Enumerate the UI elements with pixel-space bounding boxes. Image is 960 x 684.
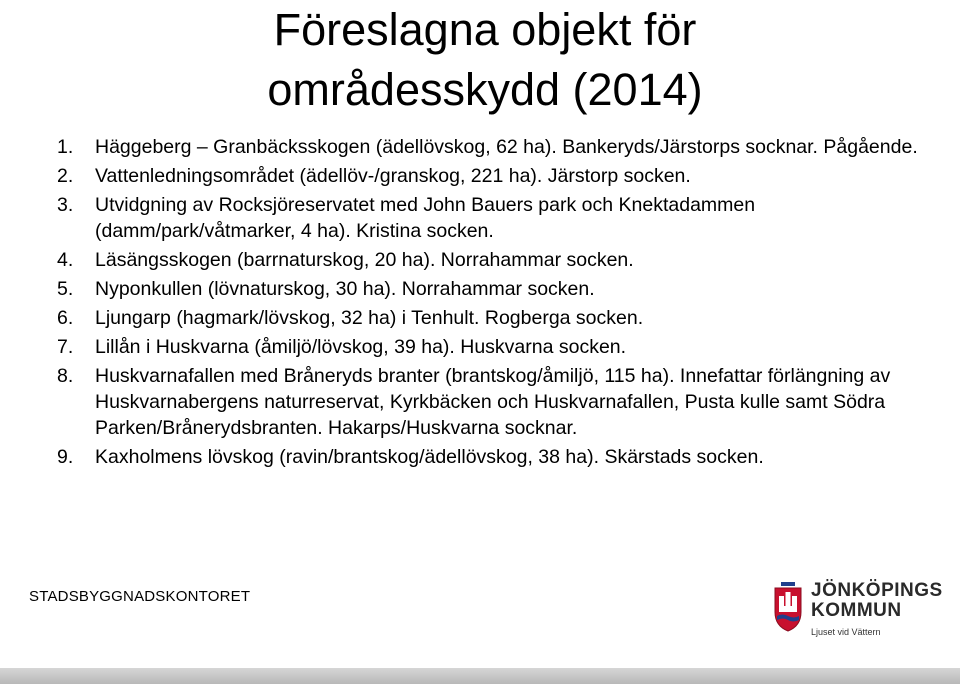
- list-item-number: 9.: [57, 446, 74, 468]
- list-item-text: Nyponkullen (lövnaturskog, 30 ha). Norrahammar socken.: [95, 278, 595, 300]
- list-item: [45, 444, 925, 470]
- coat-of-arms-icon: [773, 582, 803, 632]
- list-item: [45, 276, 925, 302]
- slide-title-line-2: områdesskydd (2014): [267, 64, 703, 115]
- slide-title: [205, 0, 765, 120]
- shield-wall: [779, 606, 797, 612]
- list-item: [45, 134, 925, 160]
- logo-tagline: Ljuset vid Vättern: [811, 627, 881, 637]
- list-item-text: Huskvarnafallen med Bråneryds branter (brantskog/åmiljö, 115 ha). Innefattar förlängning av Huskvarnabergens naturreservat, Kyrkbäcken och Huskvarnafallen, Pusta kulle samt Södra Parken/Brånerydsbranten. Hakarps/Huskvarna socknar.: [95, 365, 891, 439]
- list-item: [45, 163, 925, 189]
- logo-name-line-2: KOMMUN: [811, 600, 902, 621]
- list-item-text: Kaxholmens lövskog (ravin/brantskog/ädellövskog, 38 ha). Skärstads socken.: [95, 446, 764, 468]
- list-item: [45, 305, 925, 331]
- logo-name-line-1: JÖNKÖPINGS: [811, 580, 943, 601]
- list-item-text: Vattenledningsområdet (ädellöv-/granskog, 221 ha). Järstorp socken.: [95, 165, 691, 187]
- list-item-number: 5.: [57, 278, 74, 300]
- list-item: [45, 334, 925, 360]
- department-label: STADSBYGGNADSKONTORET: [29, 588, 251, 605]
- municipality-logo: [773, 580, 943, 640]
- list-item: [45, 192, 925, 244]
- crown-bar: [781, 582, 795, 586]
- bottom-bar: [0, 668, 960, 684]
- list-item: [45, 247, 925, 273]
- list-item-text: Läsängsskogen (barrnaturskog, 20 ha). Norrahammar socken.: [95, 249, 634, 271]
- list-item: [45, 363, 925, 441]
- list-item-number: 2.: [57, 165, 74, 187]
- list-item-text: Ljungarp (hagmark/lövskog, 32 ha) i Tenhult. Rogberga socken.: [95, 307, 644, 329]
- list-item-number: 8.: [57, 365, 74, 387]
- list-item-number: 1.: [57, 136, 74, 158]
- list-item-number: 3.: [57, 194, 74, 216]
- list-item-text: Utvidgning av Rocksjöreservatet med John Bauers park och Knektadammen (damm/park/våtmarker, 4 ha). Kristina socken.: [95, 194, 756, 242]
- list-item-number: 7.: [57, 336, 74, 358]
- list-item-text: Häggeberg – Granbäcksskogen (ädellövskog, 62 ha). Bankeryds/Järstorps socknar. Pågående.: [95, 136, 918, 158]
- list-item-number: 6.: [57, 307, 74, 329]
- list-item-text: Lillån i Huskvarna (åmiljö/lövskog, 39 ha). Huskvarna socken.: [95, 336, 627, 358]
- proposed-objects-list: [45, 134, 925, 473]
- list-item-number: 4.: [57, 249, 74, 271]
- slide-title-line-1: Föreslagna objekt för: [273, 4, 697, 55]
